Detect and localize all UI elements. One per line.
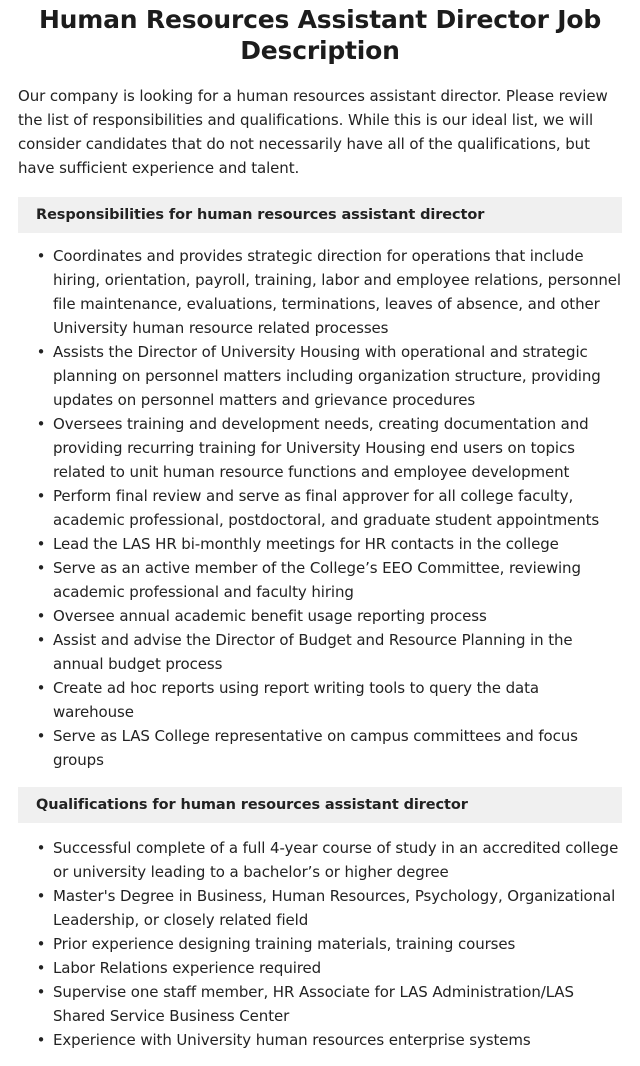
list-item-text: Serve as an active member of the College’s EEO Committee, reviewing academic professional and faculty hiring bbox=[53, 559, 581, 601]
bullet-icon: • bbox=[36, 839, 46, 857]
list-item-text: Successful complete of a full 4-year course of study in an accredited college or university leading to a bachelor’s or higher degree bbox=[53, 839, 619, 881]
bullet-icon: • bbox=[36, 983, 46, 1001]
bullet-icon: • bbox=[36, 415, 46, 433]
page-title: Human Resources Assistant Director Job Description bbox=[38, 5, 602, 65]
list-item bbox=[18, 244, 622, 340]
bullet-icon: • bbox=[36, 559, 46, 577]
list-item-text: Experience with University human resources enterprise systems bbox=[53, 1031, 531, 1049]
list-item-text: Supervise one staff member, HR Associate for LAS Administration/LAS Shared Service Business Center bbox=[53, 983, 574, 1025]
intro-paragraph: Our company is looking for a human resources assistant director. Please review the list of responsibilities and qualifications. While this is our ideal list, we will consider candidates that do not necessarily have all of the qualifications, but have sufficient experience and talent. bbox=[18, 87, 608, 177]
list-item-text: Labor Relations experience required bbox=[53, 959, 322, 977]
list-item-text: Assist and advise the Director of Budget and Resource Planning in the annual budget process bbox=[53, 631, 573, 673]
list-item bbox=[18, 836, 622, 884]
responsibilities-header: Responsibilities for human resources assistant director bbox=[18, 197, 622, 233]
responsibilities-list bbox=[18, 244, 622, 772]
list-item bbox=[18, 532, 622, 556]
bullet-icon: • bbox=[36, 727, 46, 745]
list-item bbox=[18, 884, 622, 932]
list-item bbox=[18, 724, 622, 772]
list-item-text: Prior experience designing training materials, training courses bbox=[53, 935, 516, 953]
qualifications-list bbox=[18, 836, 622, 1052]
bullet-icon: • bbox=[36, 679, 46, 697]
list-item-text: Oversee annual academic benefit usage reporting process bbox=[53, 607, 487, 625]
list-item-text: Assists the Director of University Housing with operational and strategic planning on personnel matters including organization structure, providing updates on personnel matters and grievance procedures bbox=[53, 343, 601, 409]
bullet-icon: • bbox=[36, 343, 46, 361]
list-item bbox=[18, 1028, 622, 1052]
list-item bbox=[18, 980, 622, 1028]
list-item bbox=[18, 340, 622, 412]
list-item-text: Oversees training and development needs, creating documentation and providing recurring training for University Housing end users on topics related to unit human resource functions and employee development bbox=[53, 415, 589, 481]
bullet-icon: • bbox=[36, 607, 46, 625]
list-item-text: Create ad hoc reports using report writing tools to query the data warehouse bbox=[53, 679, 539, 721]
list-item bbox=[18, 676, 622, 724]
list-item bbox=[18, 604, 622, 628]
list-item-text: Master's Degree in Business, Human Resources, Psychology, Organizational Leadership, or closely related field bbox=[53, 887, 616, 929]
list-item-text: Coordinates and provides strategic direction for operations that include hiring, orientation, payroll, training, labor and employee relations, personnel file maintenance, evaluations, terminations, leaves of absence, and other University human resource related processes bbox=[53, 247, 622, 337]
bullet-icon: • bbox=[36, 487, 46, 505]
list-item bbox=[18, 484, 622, 532]
qualifications-header: Qualifications for human resources assistant director bbox=[18, 787, 622, 823]
list-item-text: Perform final review and serve as final approver for all college faculty, academic professional, postdoctoral, and graduate student appointments bbox=[53, 487, 600, 529]
bullet-icon: • bbox=[36, 535, 46, 553]
bullet-icon: • bbox=[36, 959, 46, 977]
list-item bbox=[18, 412, 622, 484]
list-item bbox=[18, 956, 622, 980]
bullet-icon: • bbox=[36, 631, 46, 649]
list-item bbox=[18, 556, 622, 604]
bullet-icon: • bbox=[36, 1031, 46, 1049]
bullet-icon: • bbox=[36, 247, 46, 265]
list-item-text: Serve as LAS College representative on campus committees and focus groups bbox=[53, 727, 578, 769]
bullet-icon: • bbox=[36, 935, 46, 953]
list-item-text: Lead the LAS HR bi-monthly meetings for HR contacts in the college bbox=[53, 535, 559, 553]
bullet-icon: • bbox=[36, 887, 46, 905]
list-item bbox=[18, 932, 622, 956]
list-item bbox=[18, 628, 622, 676]
